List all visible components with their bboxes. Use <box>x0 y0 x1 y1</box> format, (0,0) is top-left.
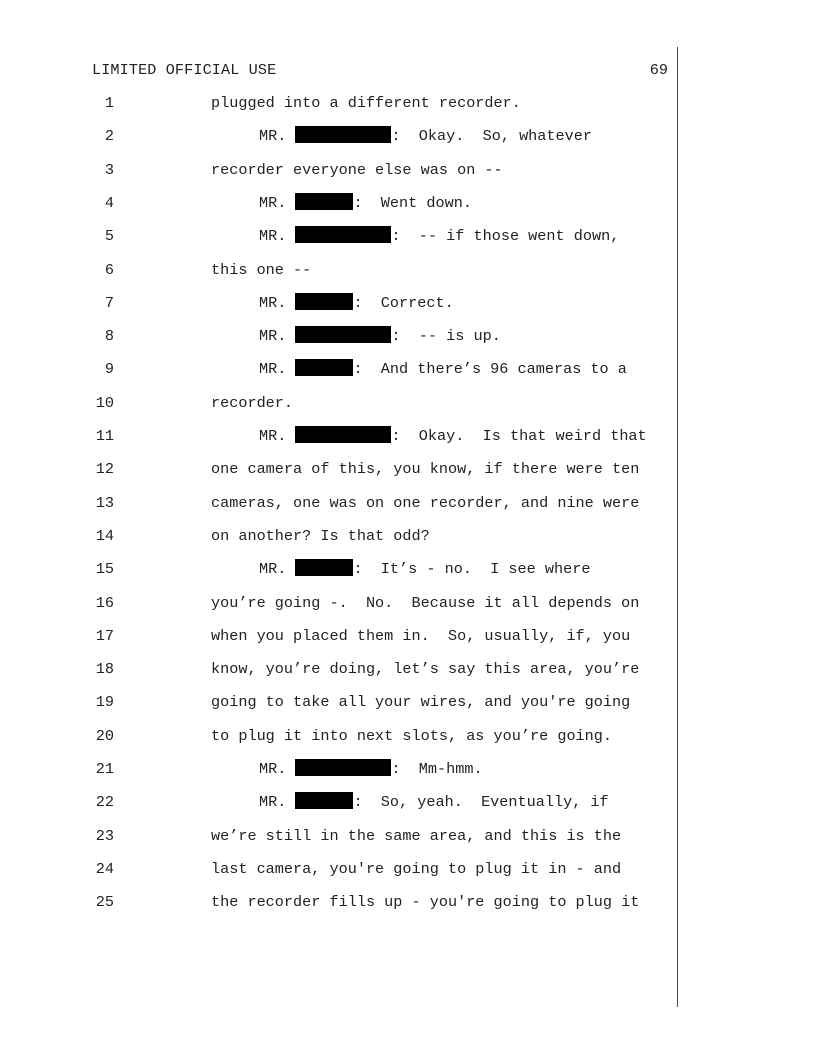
line-text: know, you’re doing, let’s say this area, you’re <box>211 660 640 679</box>
redaction-block <box>295 326 391 343</box>
line-number: 18 <box>95 660 114 679</box>
line-text: on another? Is that odd? <box>211 526 430 545</box>
speaker-line <box>259 359 627 379</box>
line-number: 4 <box>104 193 114 212</box>
transcript-line <box>0 326 816 346</box>
line-number: 9 <box>104 360 114 379</box>
transcript-line <box>0 226 816 246</box>
speaker-title: MR. <box>259 560 296 579</box>
speech-text: : Okay. So, whatever <box>391 127 592 146</box>
transcript-line <box>0 459 816 479</box>
transcript-line <box>0 826 816 846</box>
speaker-line <box>259 426 647 446</box>
transcript-line <box>0 559 816 579</box>
transcript-line <box>0 393 816 413</box>
transcript-line <box>0 359 816 379</box>
line-text: you’re going -. No. Because it all depends on <box>211 593 640 612</box>
transcript-line <box>0 892 816 912</box>
line-text: to plug it into next slots, as you’re going. <box>211 726 613 745</box>
transcript-line <box>0 93 816 113</box>
transcript-line <box>0 260 816 280</box>
speaker-title: MR. <box>259 760 296 778</box>
transcript-line <box>0 859 816 879</box>
redaction-block <box>295 293 353 310</box>
redaction-block <box>295 126 391 143</box>
speaker-line <box>259 792 609 812</box>
line-text: cameras, one was on one recorder, and nine were <box>211 493 640 512</box>
speech-text: : So, yeah. Eventually, if <box>353 793 609 812</box>
line-text: this one -- <box>211 260 312 279</box>
redaction-block <box>295 759 391 776</box>
line-number: 17 <box>95 626 114 645</box>
speaker-line <box>259 293 454 313</box>
speech-text: : Okay. Is that weird that <box>391 427 647 445</box>
line-number: 22 <box>95 793 114 812</box>
speaker-line <box>259 759 483 779</box>
line-number: 3 <box>104 160 114 179</box>
transcript-line <box>0 193 816 213</box>
line-number: 2 <box>104 127 114 146</box>
transcript-line <box>0 759 816 779</box>
redaction-block <box>295 193 353 210</box>
speaker-title: MR. <box>259 193 296 212</box>
line-number: 7 <box>104 293 114 312</box>
line-number: 21 <box>95 760 114 778</box>
speech-text: : And there’s 96 cameras to a <box>353 360 627 379</box>
line-number: 14 <box>95 526 114 545</box>
line-number: 13 <box>95 493 114 512</box>
speech-text: : Correct. <box>353 293 454 312</box>
transcript-line <box>0 692 816 712</box>
line-number: 10 <box>95 393 114 412</box>
transcript-line <box>0 526 816 546</box>
speaker-title: MR. <box>259 227 296 246</box>
transcript-line <box>0 293 816 313</box>
speaker-title: MR. <box>259 327 296 346</box>
line-text: last camera, you're going to plug it in - and <box>211 859 622 878</box>
transcript-line <box>0 726 816 746</box>
redaction-block <box>295 426 391 443</box>
speaker-title: MR. <box>259 293 296 312</box>
classification-header: LIMITED OFFICIAL USE <box>92 61 277 79</box>
line-text: when you placed them in. So, usually, if, you <box>211 626 631 645</box>
line-number: 15 <box>95 560 114 579</box>
line-number: 11 <box>95 427 114 445</box>
transcript-line <box>0 659 816 679</box>
transcript-line <box>0 160 816 180</box>
line-text: recorder everyone else was on -- <box>211 160 503 179</box>
line-text: going to take all your wires, and you're going <box>211 693 631 712</box>
speaker-line <box>259 559 590 579</box>
transcript-line <box>0 126 816 146</box>
speaker-line <box>259 326 501 346</box>
line-number: 8 <box>104 327 114 346</box>
redaction-block <box>295 792 353 809</box>
line-number: 6 <box>104 260 114 279</box>
speech-text: : -- is up. <box>391 327 501 346</box>
transcript-line <box>0 426 816 446</box>
speaker-title: MR. <box>259 360 296 379</box>
line-number: 24 <box>95 859 114 878</box>
line-number: 25 <box>95 893 114 912</box>
redaction-block <box>295 559 353 576</box>
line-text: plugged into a different recorder. <box>211 94 521 112</box>
speaker-title: MR. <box>259 793 296 812</box>
transcript-line <box>0 792 816 812</box>
speaker-title: MR. <box>259 127 296 146</box>
transcript-line <box>0 493 816 513</box>
transcript-line <box>0 593 816 613</box>
line-text: the recorder fills up - you're going to plug it <box>211 893 640 912</box>
speech-text: : Mm-hmm. <box>391 760 483 778</box>
page-number: 69 <box>649 61 668 79</box>
speech-text: : It’s - no. I see where <box>353 560 591 579</box>
line-number: 19 <box>95 693 114 712</box>
redaction-block <box>295 359 353 376</box>
speaker-line <box>259 126 592 146</box>
line-number: 16 <box>95 593 114 612</box>
speaker-line <box>259 226 619 246</box>
line-number: 1 <box>104 94 114 112</box>
line-text: recorder. <box>211 393 294 412</box>
speech-text: : -- if those went down, <box>391 227 620 246</box>
speaker-line <box>259 193 472 213</box>
line-number: 20 <box>95 726 114 745</box>
speech-text: : Went down. <box>353 193 472 212</box>
line-number: 12 <box>95 460 114 479</box>
transcript-line <box>0 626 816 646</box>
line-text: we’re still in the same area, and this is the <box>211 826 622 845</box>
line-text: one camera of this, you know, if there were ten <box>211 460 640 479</box>
line-number: 23 <box>95 826 114 845</box>
speaker-title: MR. <box>259 427 296 445</box>
line-number: 5 <box>104 227 114 246</box>
redaction-block <box>295 226 391 243</box>
